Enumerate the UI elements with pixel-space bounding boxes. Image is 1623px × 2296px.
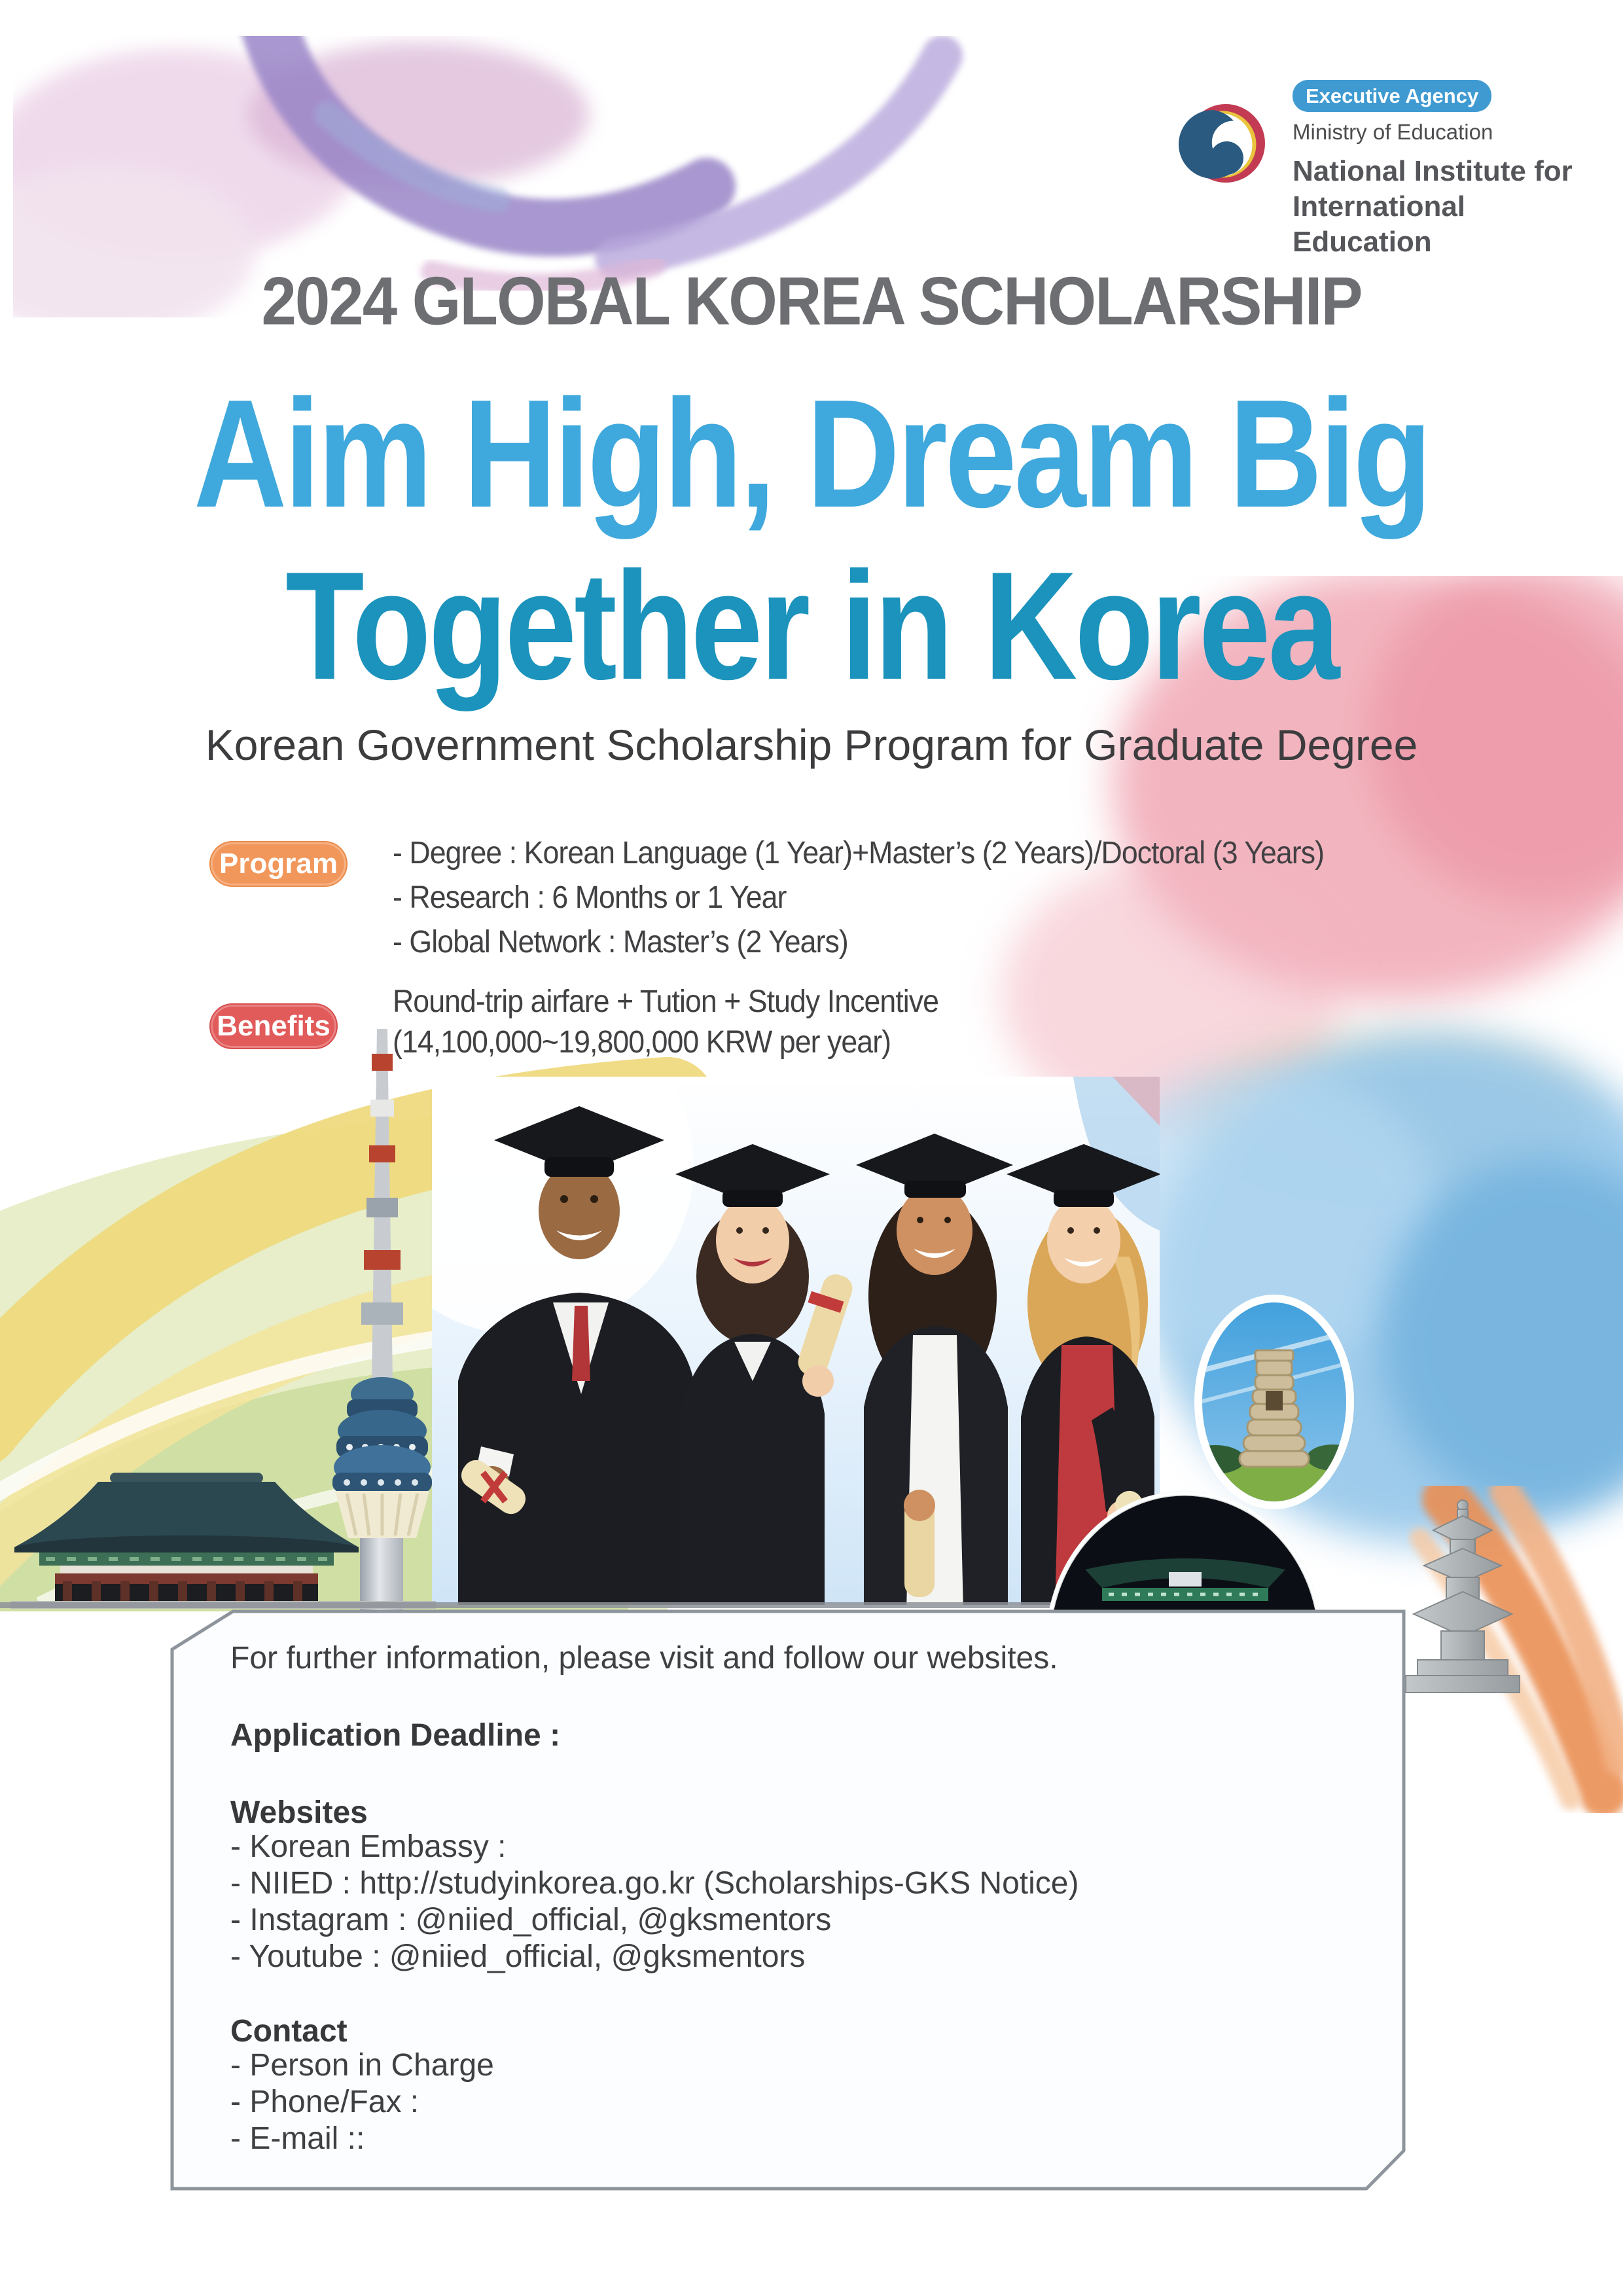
contact-item-person: - Person in Charge [230,2048,494,2083]
institute-name [1293,154,1600,260]
benefits-line: (14,100,000~19,800,000 KRW per year) [393,1025,891,1060]
institute-line2: International Education [1293,190,1466,258]
websites-list [230,1829,1079,1975]
info-intro: For further information, please visit and follow our websites. [230,1641,1058,1676]
application-deadline-label: Application Deadline : [230,1718,561,1753]
program-item: - Global Network : Master’s (2 Years) [393,925,848,960]
website-item-youtube: - Youtube : @niied_official, @gksmentors [230,1939,806,1974]
website-item-korean-embassy: - Korean Embassy : [230,1829,507,1864]
cheomseongdae-circle-photo [1192,1293,1356,1512]
executive-agency-badge: Executive Agency [1293,80,1491,112]
contact-heading: Contact [230,2014,348,2049]
website-item-instagram: - Instagram : @niied_official, @gksmentors [230,1903,832,1937]
contact-list [230,2047,494,2157]
main-title-line1: Aim High, Dream Big [193,367,1430,539]
kicker-title: 2024 GLOBAL KOREA SCHOLARSHIP [261,263,1362,340]
stone-pagoda-photo [1386,1496,1540,1712]
contact-item-email: - E-mail :: [230,2121,365,2156]
logo-text-block [1293,80,1600,260]
main-title-line2: Together in Korea [285,539,1338,711]
program-item: - Research : 6 Months or 1 Year [393,880,787,915]
program-badge: Program [209,841,348,887]
program-items [393,831,1324,965]
institute-line1: National Institute for [1293,155,1573,187]
website-item-niied-url: - NIIED : http://studyinkorea.go.kr (Scholarships-GKS Notice) [230,1866,1079,1901]
websites-heading: Websites [230,1795,368,1830]
benefits-line: Round-trip airfare + Tution + Study Incentive [393,984,939,1019]
ministry-label: Ministry of Education [1293,120,1493,144]
photo-montage [0,1014,1623,1611]
taegeuk-government-logo [1175,90,1273,198]
contact-item-phone-fax: - Phone/Fax : [230,2085,419,2119]
poster-subtitle: Korean Government Scholarship Program for Graduate Degree [205,721,1418,769]
program-item: - Degree : Korean Language (1 Year)+Master’s (2 Years)/Doctoral (3 Years) [393,836,1325,870]
benefits-badge: Benefits [209,1003,338,1049]
